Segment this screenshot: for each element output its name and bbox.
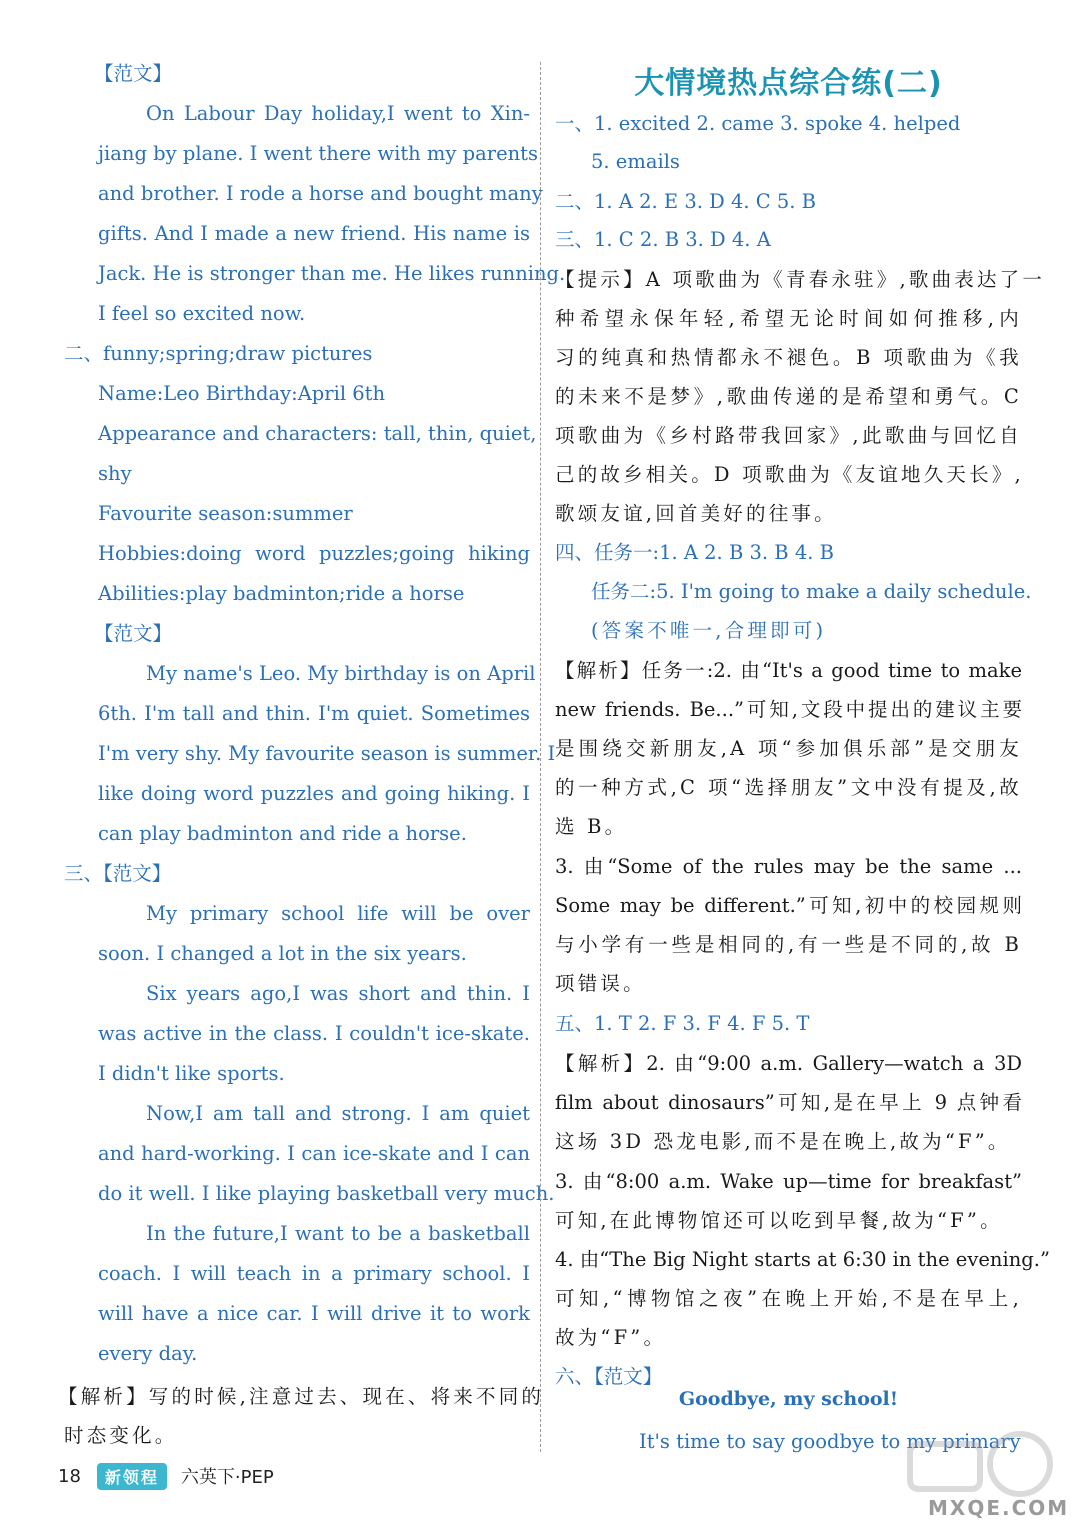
left-text-line: do it well. I like playing basketball very much. bbox=[98, 1182, 555, 1205]
right-text-line: (答案不唯一,合理即可) bbox=[591, 619, 827, 642]
column-divider bbox=[540, 62, 541, 1452]
page-number: 18 bbox=[58, 1465, 81, 1487]
page-footer bbox=[58, 1460, 274, 1492]
left-text-line: Favourite season:summer bbox=[98, 502, 353, 525]
right-text-line: new friends. Be...”可知,文段中提出的建议主要 bbox=[555, 698, 1022, 721]
right-text-line: 五、1. T 2. F 3. F 4. F 5. T bbox=[555, 1012, 810, 1035]
left-text-line: Six years ago,I was short and thin. I bbox=[146, 982, 530, 1005]
left-text-line: My primary school life will be over bbox=[146, 902, 530, 925]
right-text-line: 种希望永保年轻,希望无论时间如何推移,内 bbox=[555, 307, 1022, 330]
right-text-line: 项歌曲为《乡村路带我回家》,此歌曲与回忆自 bbox=[555, 424, 1022, 447]
right-text-line: 可知,“博物馆之夜”在晚上开始,不是在早上, bbox=[555, 1287, 1022, 1310]
left-text-line: Now,I am tall and strong. I am quiet bbox=[146, 1102, 530, 1125]
left-text-line: In the future,I want to be a basketball bbox=[146, 1222, 530, 1245]
left-text-line: like doing word puzzles and going hiking. I bbox=[98, 782, 530, 805]
left-text-line: 6th. I'm tall and thin. I'm quiet. Sometimes bbox=[98, 702, 530, 725]
left-text-line: soon. I changed a lot in the six years. bbox=[98, 942, 467, 965]
left-text-line: I didn't like sports. bbox=[98, 1062, 285, 1085]
left-text-line: and brother. I rode a horse and bought many bbox=[98, 182, 543, 205]
right-text-line: 3. 由“Some of the rules may be the same ... bbox=[555, 855, 1022, 878]
left-text-line: was active in the class. I couldn't ice-skate. bbox=[98, 1022, 530, 1045]
right-text-line: 【提示】A 项歌曲为《青春永驻》,歌曲表达了一 bbox=[555, 268, 1046, 291]
left-text-line: 【范文】 bbox=[94, 62, 173, 85]
right-text-line: 歌颂友谊,回首美好的往事。 bbox=[555, 502, 837, 525]
right-text-line: 4. 由“The Big Night starts at 6:30 in the evening.” bbox=[555, 1248, 1050, 1271]
right-text-line: 选 B。 bbox=[555, 815, 628, 838]
right-text-line: 【解析】任务一:2. 由“It's a good time to make bbox=[555, 659, 1022, 682]
left-text-line: Name:Leo Birthday:April 6th bbox=[98, 382, 386, 405]
left-text-line: 三、【范文】 bbox=[64, 862, 172, 885]
right-text-line: 三、1. C 2. B 3. D 4. A bbox=[555, 228, 771, 251]
right-text-line: 5. emails bbox=[591, 150, 680, 173]
watermark-text: MXQE.COM bbox=[928, 1496, 1070, 1520]
book-meta: 六英下·PEP bbox=[180, 1467, 274, 1488]
left-text-line: can play badminton and ride a horse. bbox=[98, 822, 467, 845]
left-text-line: I'm very shy. My favourite season is summer. I bbox=[98, 742, 556, 765]
left-text-line: will have a nice car. I will drive it to work bbox=[98, 1302, 530, 1325]
left-text-line: jiang by plane. I went there with my parents bbox=[98, 142, 539, 165]
brand-logo: 新领程 bbox=[97, 1463, 167, 1490]
right-text-line: 的一种方式,C 项“选择朋友”文中没有提及,故 bbox=[555, 776, 1022, 799]
right-text-line: 二、1. A 2. E 3. D 4. C 5. B bbox=[555, 190, 817, 213]
left-text-line: Jack. He is stronger than me. He likes running. bbox=[98, 262, 566, 285]
right-text-line: 己的故乡相关。D 项歌曲为《友谊地久天长》, bbox=[555, 463, 1024, 486]
right-text-line: 项错误。 bbox=[555, 972, 646, 995]
left-text-line: and hard-working. I can ice-skate and I can bbox=[98, 1142, 530, 1165]
left-text-line: 【范文】 bbox=[94, 622, 173, 645]
section-title: 大情境热点综合练(二) bbox=[634, 66, 943, 101]
right-text-line: 是围绕交新朋友,A 项“参加俱乐部”是交朋友 bbox=[555, 737, 1022, 760]
right-text-line: 与小学有一些是相同的,有一些是不同的,故 B bbox=[555, 933, 1022, 956]
left-text-line: coach. I will teach in a primary school. I bbox=[98, 1262, 530, 1285]
left-text-line: 【解析】写的时候,注意过去、现在、将来不同的 bbox=[58, 1385, 545, 1408]
right-text-line: Some may be different.”可知,初中的校园规则 bbox=[555, 894, 1022, 917]
right-text-line: 这场 3D 恐龙电影,而不是在晚上,故为“F”。 bbox=[555, 1130, 1011, 1153]
left-text-line: Hobbies:doing word puzzles;going hiking bbox=[98, 542, 530, 565]
left-text-line: My name's Leo. My birthday is on April bbox=[146, 662, 536, 685]
right-text-line: 的未来不是梦》,歌曲传递的是希望和勇气。C bbox=[555, 385, 1022, 408]
right-text-line: 任务二:5. I'm going to make a daily schedule. bbox=[591, 580, 1032, 603]
left-text-line: On Labour Day holiday,I went to Xin- bbox=[146, 102, 530, 125]
right-text-line: film about dinosaurs”可知,是在早上 9 点钟看 bbox=[555, 1091, 1022, 1114]
right-text-line: It's time to say goodbye to my primary bbox=[639, 1430, 1021, 1453]
right-text-line: 故为“F”。 bbox=[555, 1326, 667, 1349]
left-text-line: Appearance and characters: tall, thin, quiet, bbox=[98, 422, 537, 445]
left-text-line: shy bbox=[98, 462, 132, 485]
right-text-line: 【解析】2. 由“9:00 a.m. Gallery—watch a 3D bbox=[555, 1052, 1022, 1075]
left-text-line: gifts. And I made a new friend. His name is bbox=[98, 222, 530, 245]
right-text-line: 四、任务一:1. A 2. B 3. B 4. B bbox=[555, 541, 834, 564]
right-text-line: 习的纯真和热情都永不褪色。B 项歌曲为《我 bbox=[555, 346, 1022, 369]
essay-title: Goodbye, my school! bbox=[678, 1388, 899, 1410]
left-text-line: every day. bbox=[98, 1342, 198, 1365]
right-text-line: 3. 由“8:00 a.m. Wake up—time for breakfast” bbox=[555, 1170, 1022, 1193]
right-text-line: 可知,在此博物馆还可以吃到早餐,故为“F”。 bbox=[555, 1209, 1003, 1232]
left-text-line: 二、funny;spring;draw pictures bbox=[64, 342, 373, 365]
left-text-line: 时态变化。 bbox=[64, 1424, 178, 1447]
left-text-line: Abilities:play badminton;ride a horse bbox=[98, 582, 465, 605]
right-text-line: 六、【范文】 bbox=[555, 1365, 663, 1388]
right-text-line: 一、1. excited 2. came 3. spoke 4. helped bbox=[555, 112, 961, 135]
left-text-line: I feel so excited now. bbox=[98, 302, 306, 325]
